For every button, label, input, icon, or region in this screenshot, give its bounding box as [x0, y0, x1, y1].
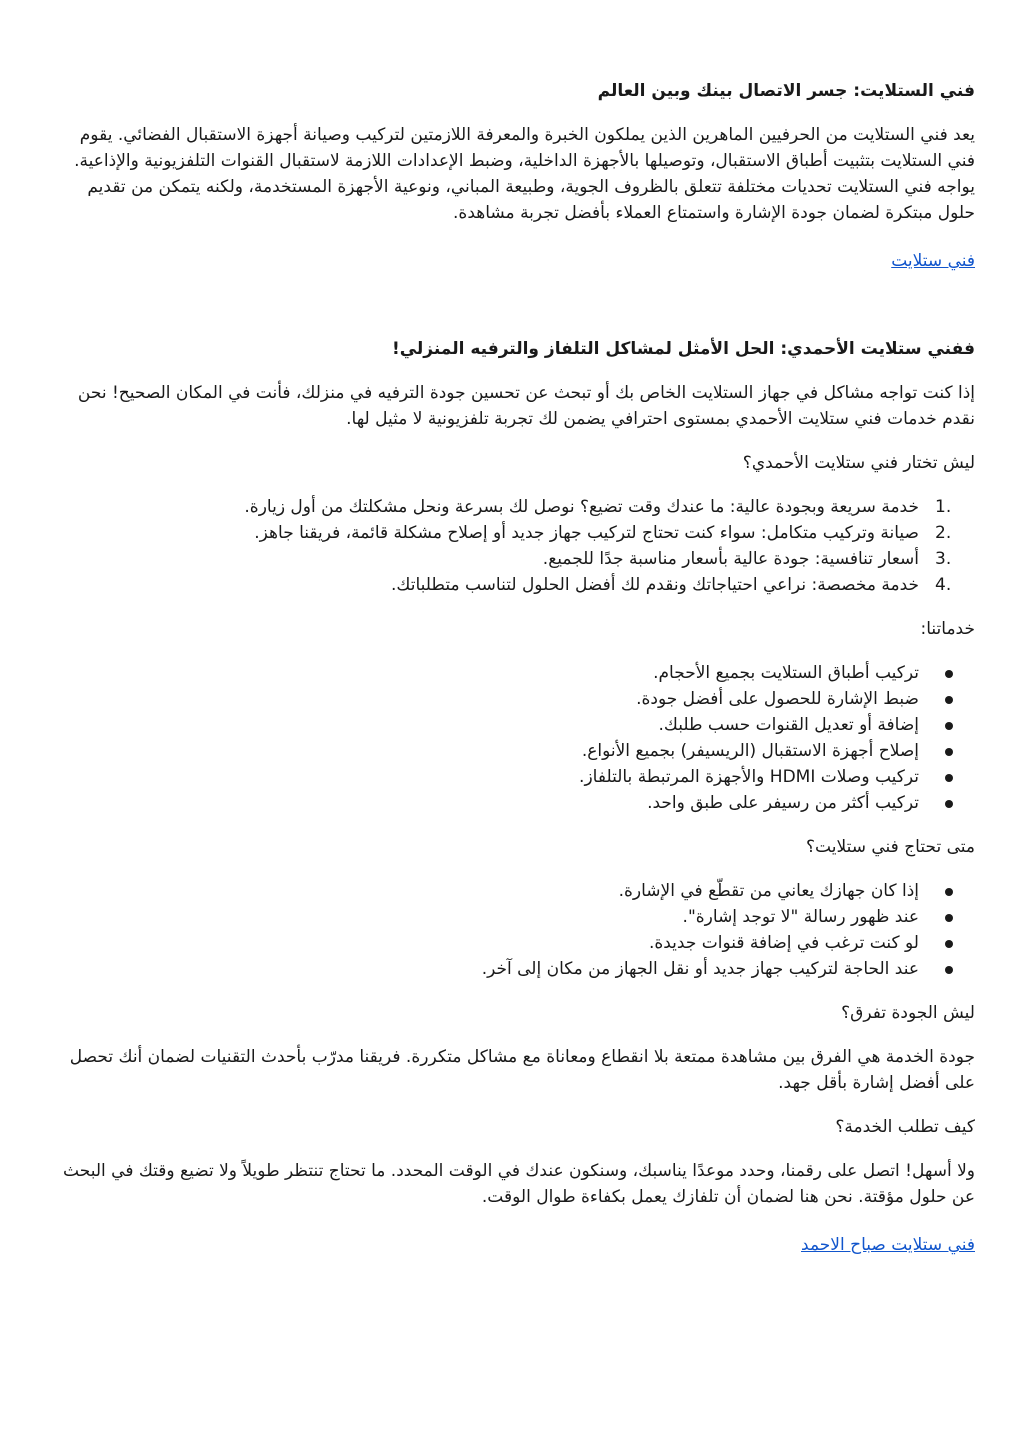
why-list: [58, 494, 975, 598]
list-item: تركيب وصلات HDMI والأجهزة المرتبطة بالتلفاز.: [58, 764, 919, 790]
quality-text: جودة الخدمة هي الفرق بين مشاهدة ممتعة بلا انقطاع ومعاناة مع مشاكل متكررة. فريقنا مدرّب بأحدث التقنيات لضمان أنك تحصل على أفضل إشارة بأقل جهد.: [69, 1047, 975, 1093]
section2-intro: إذا كنت تواجه مشاكل في جهاز الستلايت الخاص بك أو تبحث عن تحسين جودة الترفيه في منزلك، فأنت في المكان الصحيح! نحن نقدم خدمات فني ستلايت الأحمدي بمستوى احترافي يضمن لك تجربة تلفزيونية لا مثيل لها.: [77, 383, 975, 429]
when-list: [58, 878, 975, 982]
section1-paragraph: يعد فني الستلايت من الحرفيين الماهرين الذين يملكون الخبرة والمعرفة اللازمتين لتركيب وصيانة أجهزة الاستقبال الفضائي. يقوم فني الستلايت بتثبيت أطباق الاستقبال، وتوصيلها بالأجهزة الداخلية، وضبط الإعدادات اللازمة لاستقبال القنوات التلفزيونية والإذاعية. يواجه فني الستلايت تحديات مختلفة تتعلق بالظروف الجوية، وطبيعة المباني، ونوعية الأجهزة المستخدمة، ولكنه يتمكن من تقديم حلول مبتكرة لضمان جودة الإشارة واستمتاع العملاء بأفضل تجربة مشاهدة.: [74, 125, 975, 223]
section2-heading: ففني ستلايت الأحمدي: الحل الأمثل لمشاكل التلفاز والترفيه المنزلي!: [391, 339, 975, 359]
list-item: عند الحاجة لتركيب جهاز جديد أو نقل الجهاز من مكان إلى آخر.: [58, 956, 919, 982]
list-item: تركيب أكثر من رسيفر على طبق واحد.: [58, 790, 919, 816]
list-item: صيانة وتركيب متكامل: سواء كنت تحتاج لتركيب جهاز جديد أو إصلاح مشكلة قائمة، فريقنا جاهز.: [254, 523, 919, 543]
why-title: ليش تختار فني ستلايت الأحمدي؟: [742, 453, 975, 473]
list-item: تركيب أطباق الستلايت بجميع الأحجام.: [58, 660, 919, 686]
section1-heading: فني الستلايت: جسر الاتصال بينك وبين العالم: [597, 81, 975, 101]
link-satellite-technician[interactable]: فني ستلايت: [891, 251, 975, 271]
list-item: ضبط الإشارة للحصول على أفضل جودة.: [58, 686, 919, 712]
when-title: متى تحتاج فني ستلايت؟: [806, 837, 975, 857]
services-list: [58, 660, 975, 816]
request-title: كيف تطلب الخدمة؟: [835, 1117, 975, 1137]
link-satellite-sabah-alahmad[interactable]: فني ستلايت صباح الاحمد: [801, 1235, 975, 1255]
services-title: خدماتنا:: [920, 619, 975, 639]
list-item: أسعار تنافسية: جودة عالية بأسعار مناسبة جدًا للجميع.: [542, 549, 919, 569]
list-item: عند ظهور رسالة "لا توجد إشارة".: [58, 904, 919, 930]
list-item: خدمة مخصصة: نراعي احتياجاتك ونقدم لك أفضل الحلول لتناسب متطلباتك.: [391, 575, 919, 595]
request-text: ولا أسهل! اتصل على رقمنا، وحدد موعدًا يناسبك، وسنكون عندك في الوقت المحدد. ما تحتاج تنتظر طويلاً ولا تضيع وقتك في البحث عن حلول مؤقتة. نحن هنا لضمان أن تلفازك يعمل بكفاءة طوال الوقت.: [63, 1161, 975, 1207]
list-item: لو كنت ترغب في إضافة قنوات جديدة.: [58, 930, 919, 956]
list-item: إضافة أو تعديل القنوات حسب طلبك.: [58, 712, 919, 738]
list-item: إذا كان جهازك يعاني من تقطّع في الإشارة.: [58, 878, 919, 904]
quality-title: ليش الجودة تفرق؟: [841, 1003, 975, 1023]
list-item: خدمة سريعة وبجودة عالية: ما عندك وقت تضيع؟ نوصل لك بسرعة ونحل مشكلتك من أول زيارة.: [244, 497, 919, 517]
list-item: إصلاح أجهزة الاستقبال (الريسيفر) بجميع الأنواع.: [58, 738, 919, 764]
